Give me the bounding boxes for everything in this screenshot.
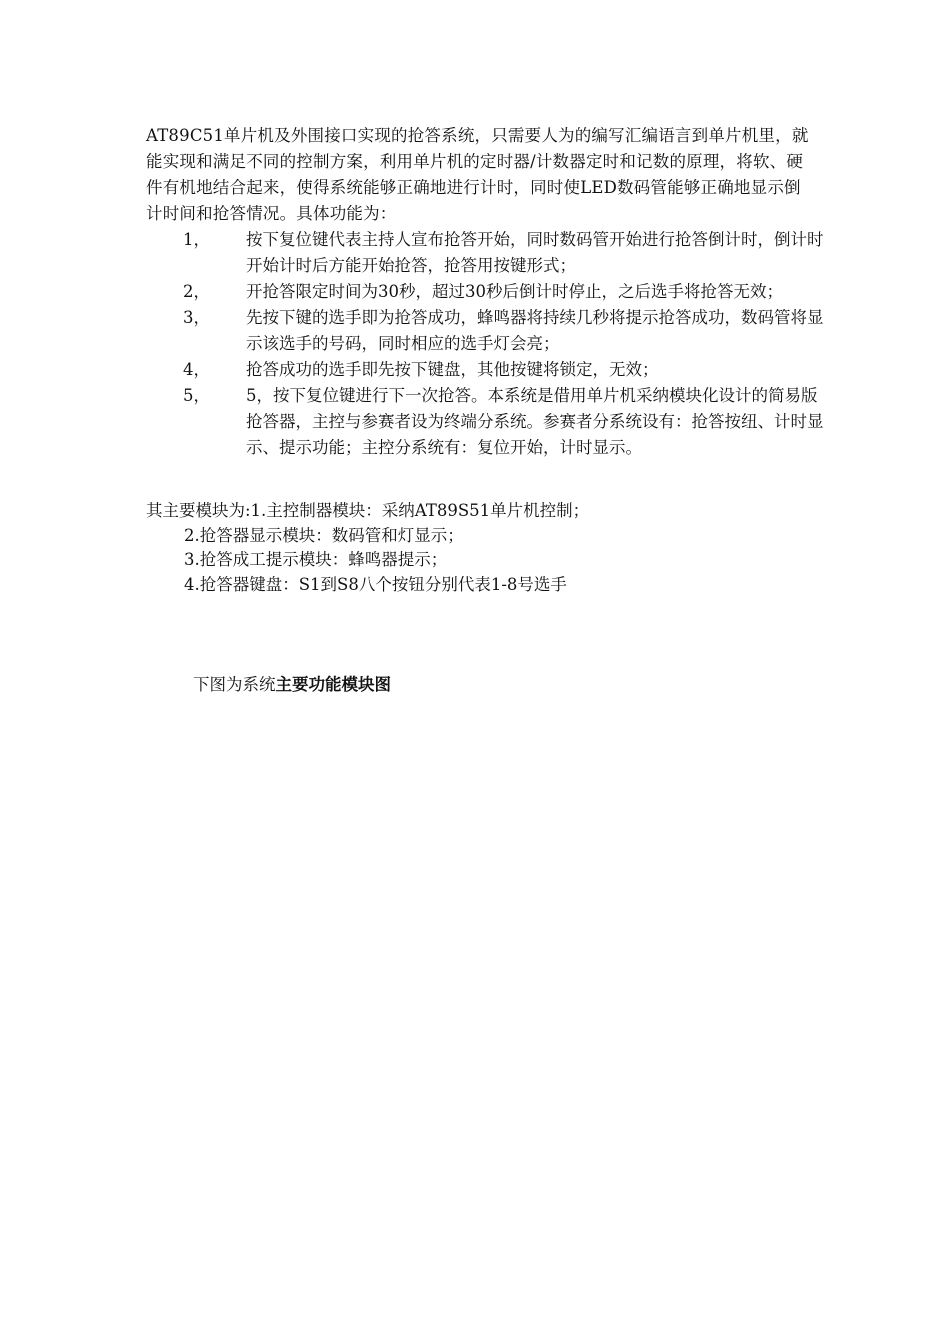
list-item-text: 先按下键的选手即为抢答成功，蜂鸣器将持续几秒将提示抢答成功，数码管将显示该选手的号码，同时相应的选手灯会亮；: [246, 308, 824, 353]
list-item-text: 抢答成功的选手即先按下键盘，其他按键将锁定，无效；: [246, 360, 659, 379]
list-item: [146, 279, 826, 305]
list-item: [146, 383, 826, 461]
list-item-text: 按下复位键代表主持人宣布抢答开始，同时数码管开始进行抢答倒计时，倒计时开始计时后方能开始抢答，抢答用按键形式；: [246, 230, 824, 275]
module-line-main: 其主要模块为:1.主控制器模块：采纳AT89S51单片机控制；: [146, 501, 590, 520]
list-item-number: 2，: [183, 282, 210, 301]
intro-paragraph: AT89C51单片机及外围接口实现的抢答系统，只需要人为的编写汇编语言到单片机里，就能实现和满足不同的控制方案，利用单片机的定时器/计数器定时和记数的原理，将软、硬件有机地结合起来，使得系统能够正确地进行计时，同时使LED数码管能够正确地显示倒计时间和抢答情况。具体功能为：: [146, 126, 809, 223]
feature-list: [146, 227, 826, 461]
list-item-text: 5，按下复位键进行下一次抢答。本系统是借用单片机采纳模块化设计的简易版抢答器，主控与参赛者设为终端分系统。参赛者分系统设有：抢答按纽、计时显示、提示功能；主控分系统有：复位开始，计时显示。: [246, 386, 824, 457]
module-line-keyboard: 4.抢答器键盘：S1到S8八个按钮分别代表1-8号选手: [184, 574, 567, 594]
module-line-display: 2.抢答器显示模块：数码管和灯显示；: [184, 525, 464, 545]
list-item-text: 开抢答限定时间为30秒，超过30秒后倒计时停止，之后选手将抢答无效；: [246, 282, 783, 301]
list-item: [146, 227, 826, 279]
module-line-prompt: 3.抢答成工提示模块：蜂鸣器提示；: [184, 550, 448, 569]
figure-caption: [193, 672, 391, 698]
list-item-number: 3，: [183, 308, 210, 327]
list-item-number: 1，: [183, 230, 210, 249]
list-item-number: 4，: [183, 360, 210, 379]
list-item: [146, 357, 826, 383]
modules-section: [146, 499, 826, 597]
list-item: [146, 305, 826, 357]
caption-bold-text: 主要功能模块图: [275, 675, 391, 694]
caption-text: 下图为系统: [193, 675, 276, 694]
list-item-number: 5，: [183, 386, 210, 405]
